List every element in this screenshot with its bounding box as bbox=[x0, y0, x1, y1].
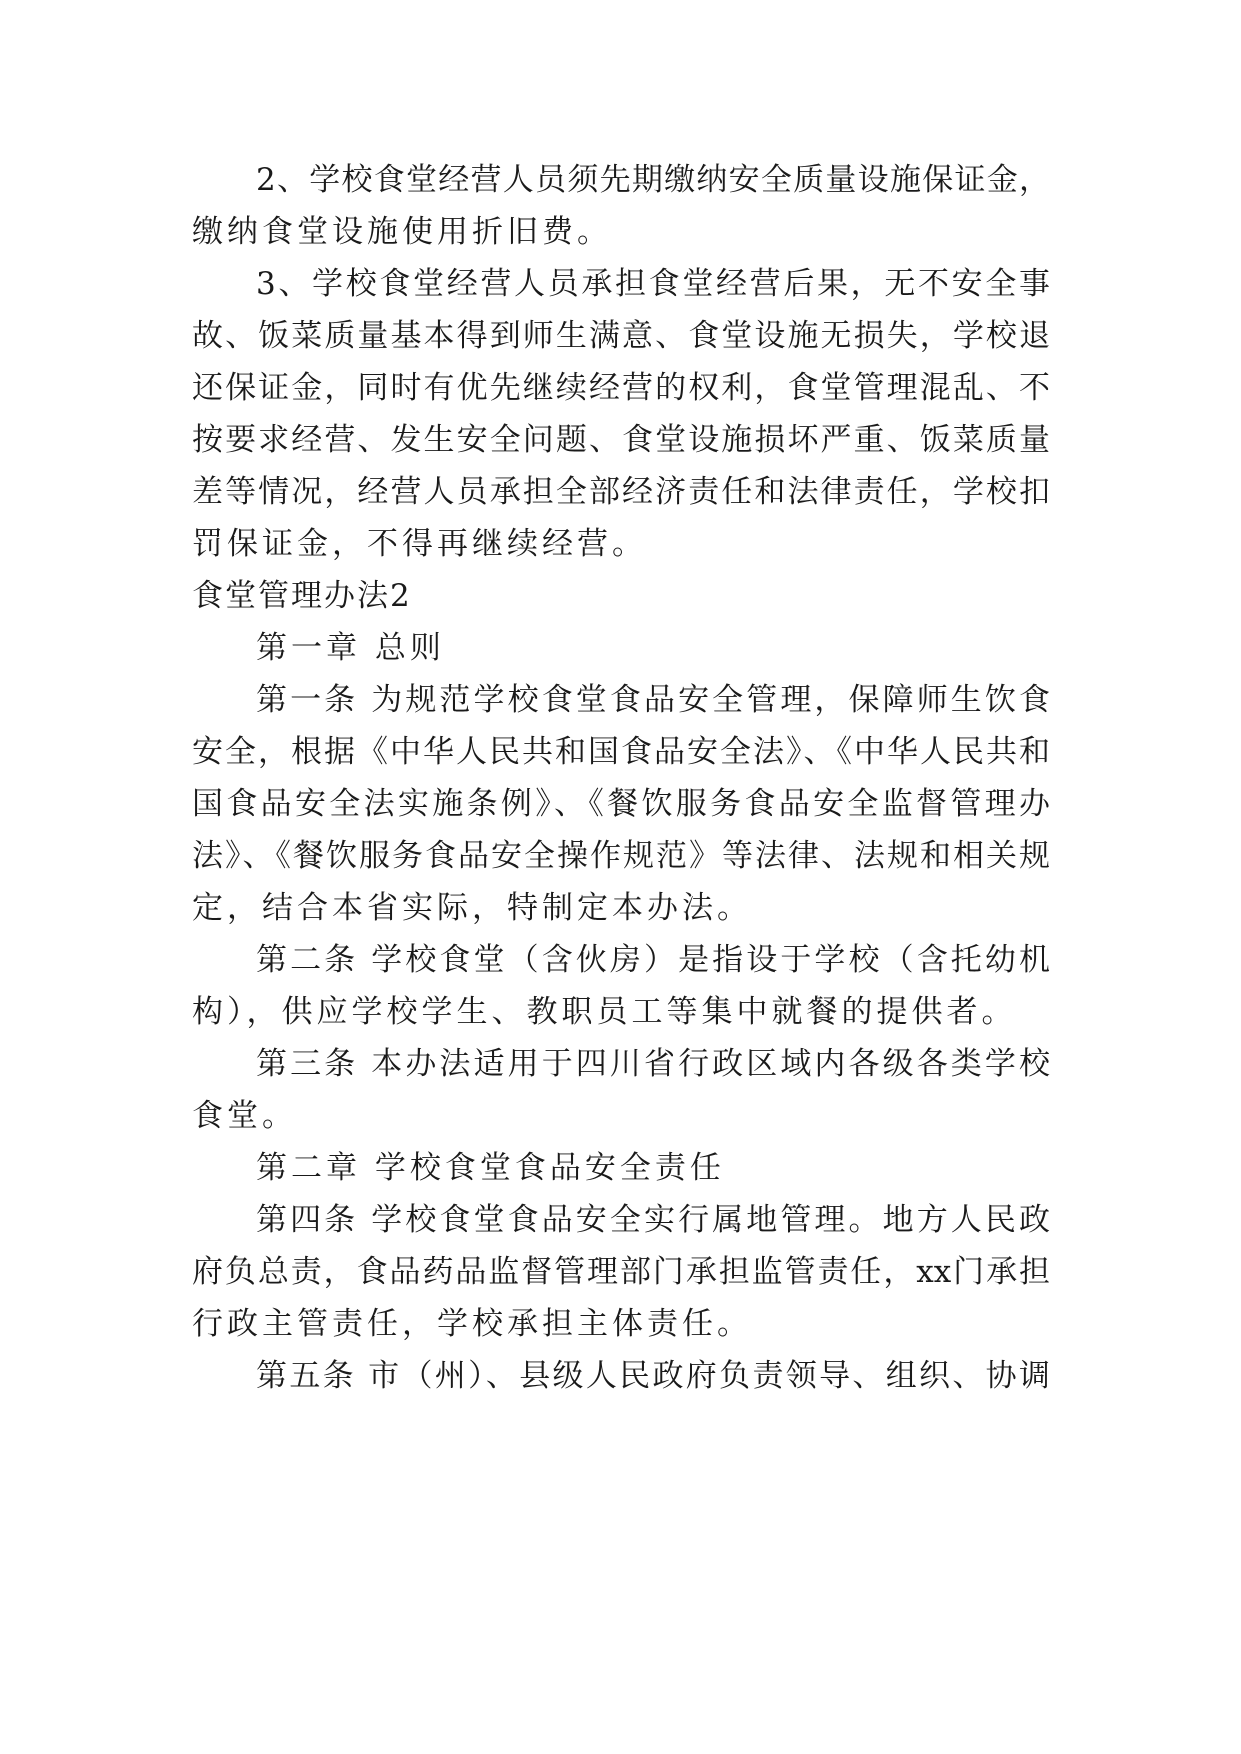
paragraph-line: 定，结合本省实际，特制定本办法。 bbox=[192, 890, 752, 926]
paragraph-line: 第三条 本办法适用于四川省行政区域内各级各类学校 bbox=[256, 1046, 1050, 1082]
paragraph-line: 还保证金，同时有优先继续经营的权利，食堂管理混乱、不 bbox=[192, 370, 1050, 406]
paragraph-line: 2、学校食堂经营人员须先期缴纳安全质量设施保证金， bbox=[256, 162, 1050, 198]
section-title: 食堂管理办法2 bbox=[192, 578, 412, 614]
paragraph-line: 罚保证金，不得再继续经营。 bbox=[192, 526, 647, 562]
paragraph-line: 差等情况，经营人员承担全部经济责任和法律责任，学校扣 bbox=[192, 474, 1050, 510]
paragraph-line: 故、饭菜质量基本得到师生满意、食堂设施无损失，学校退 bbox=[192, 318, 1050, 354]
chapter-heading: 第二章 学校食堂食品安全责任 bbox=[256, 1150, 725, 1186]
paragraph-line: 第一条 为规范学校食堂食品安全管理，保障师生饮食 bbox=[256, 682, 1050, 718]
paragraph-line: 安全，根据《中华人民共和国食品安全法》、《中华人民共和 bbox=[192, 734, 1050, 770]
paragraph-line: 缴纳食堂设施使用折旧费。 bbox=[192, 214, 612, 250]
paragraph-line: 构），供应学校学生、教职员工等集中就餐的提供者。 bbox=[192, 994, 1017, 1030]
paragraph-line: 第五条 市（州）、县级人民政府负责领导、组织、协调 bbox=[256, 1358, 1050, 1394]
chapter-heading: 第一章 总则 bbox=[256, 630, 445, 666]
paragraph-line: 第四条 学校食堂食品安全实行属地管理。地方人民政 bbox=[256, 1202, 1050, 1238]
paragraph-line: 3、学校食堂经营人员承担食堂经营后果，无不安全事 bbox=[256, 266, 1050, 302]
paragraph-line: 府负总责，食品药品监督管理部门承担监管责任，xx门承担 bbox=[192, 1254, 1050, 1290]
paragraph-line: 行政主管责任，学校承担主体责任。 bbox=[192, 1306, 752, 1342]
paragraph-line: 食堂。 bbox=[192, 1098, 297, 1134]
paragraph-line: 法》、《餐饮服务食品安全操作规范》等法律、法规和相关规 bbox=[192, 838, 1050, 874]
paragraph-line: 国食品安全法实施条例》、《餐饮服务食品安全监督管理办 bbox=[192, 786, 1050, 822]
paragraph-line: 按要求经营、发生安全问题、食堂设施损坏严重、饭菜质量 bbox=[192, 422, 1050, 458]
paragraph-line: 第二条 学校食堂（含伙房）是指设于学校（含托幼机 bbox=[256, 942, 1050, 978]
